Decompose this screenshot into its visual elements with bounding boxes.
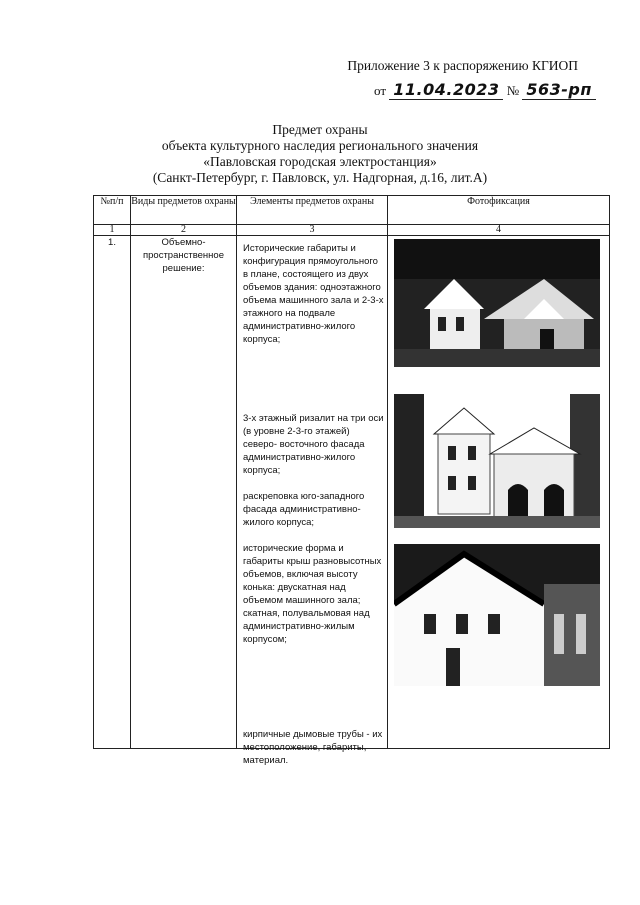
- row-type: Объемно-пространственное решение:: [131, 236, 237, 749]
- photo-2: [394, 394, 600, 528]
- row-elements: [237, 236, 388, 766]
- photo-1: [394, 239, 600, 367]
- title-line-1: Предмет охраны: [272, 122, 368, 137]
- order-from-label: от: [374, 83, 387, 98]
- col-header-photos: Фотофиксация: [388, 196, 610, 225]
- col-number-4: 4: [388, 225, 610, 236]
- title-line-4: (Санкт-Петербург, г. Павловск, ул. Надгорная, д.16, лит.А): [152, 170, 488, 185]
- photo-3: [394, 544, 600, 686]
- col-header-number: №п/п: [94, 196, 131, 225]
- element-item: Исторические габариты и конфигурация прямоугольного в плане, состоящего из двух объемов здания: одноэтажного объема машинного зала и 2-3-х этажного на подвале административно-жилого корпуса;: [243, 243, 384, 345]
- element-item: кирпичные дымовые трубы - их местоположение, габариты, материал.: [243, 729, 383, 766]
- col-number-3: 3: [237, 225, 388, 236]
- col-number-1: 1: [94, 225, 131, 236]
- element-item: раскреповка юго-западного фасада административно-жилого корпуса;: [243, 491, 365, 528]
- title-line-2: объекта культурного наследия регионального значения: [161, 138, 479, 153]
- col-number-2: 2: [131, 225, 237, 236]
- element-item: исторические форма и габариты крыш разновысотных объемов, включая высоту конька: двускатная над объемом машинного зала; скатная, полувальмовая над административно-жилым корпусом;: [243, 543, 382, 645]
- table-row: [94, 236, 610, 749]
- annex-label: Приложение 3 к распоряжению КГИОП: [347, 58, 578, 73]
- protection-table: [93, 195, 610, 766]
- column-numbers-row: [94, 225, 610, 236]
- title-line-3: «Павловская городская электростанция»: [203, 154, 437, 169]
- order-no-label: №: [506, 83, 520, 98]
- order-line: [374, 80, 596, 99]
- element-item: 3-х этажный ризалит на три оси (в уровне 2-3-го этажей) северо- восточного фасада административно-жилого корпуса;: [243, 413, 384, 476]
- order-date: 11.04.2023: [389, 80, 503, 100]
- row-number: 1.: [94, 236, 131, 749]
- col-header-types: Виды предметов охраны: [131, 196, 237, 225]
- col-header-elements: Элементы предметов охраны: [237, 196, 388, 225]
- table-header-row: [94, 196, 610, 225]
- order-number: 563-рп: [522, 80, 596, 100]
- row-photos: [388, 236, 610, 749]
